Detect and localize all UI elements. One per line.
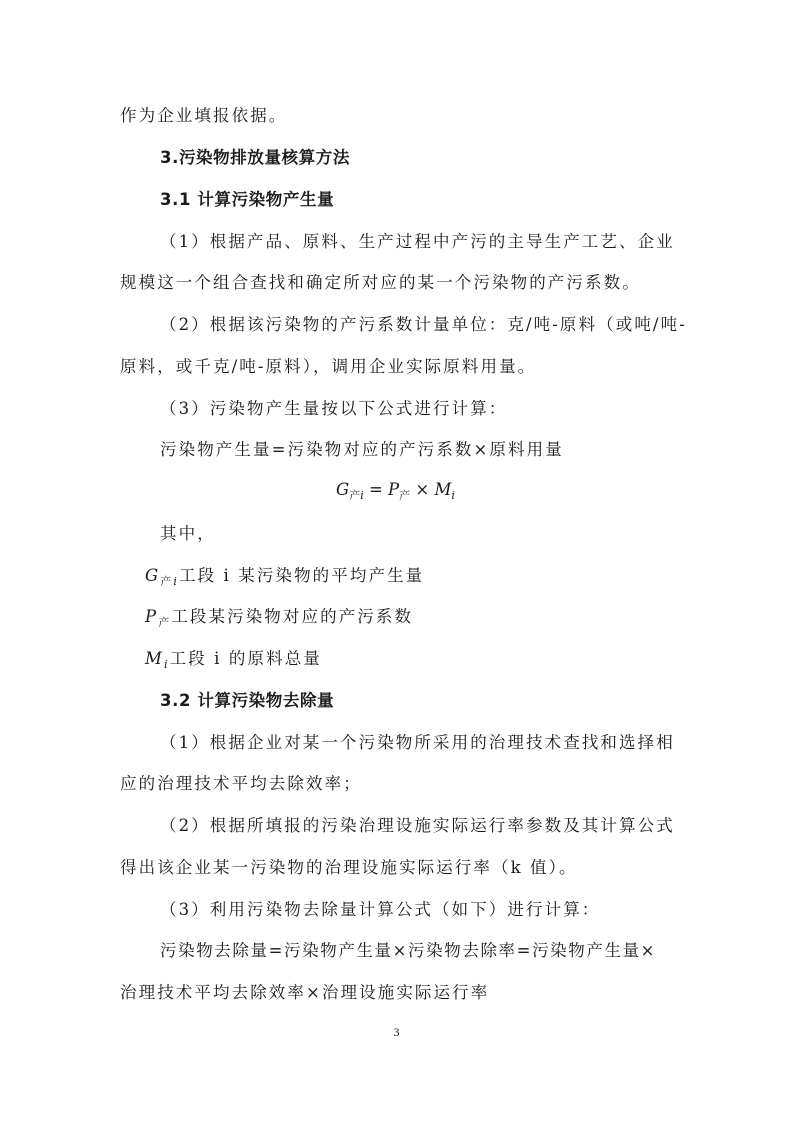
def-text: 工段 i 的原料总量 xyxy=(169,649,322,668)
subsection-heading: 3.1 计算污染物产生量 xyxy=(160,190,335,209)
formula-sub-chan: 产 xyxy=(399,489,411,502)
definition-M xyxy=(145,647,322,677)
def-text: 工段某污染物对应的产污系数 xyxy=(171,607,414,626)
text-line: 规模这一个组合查找和确定所对应的某一个污染物的产污系数。 xyxy=(120,273,641,292)
formula-G: G xyxy=(336,480,350,499)
subsection-heading: 3.2 计算污染物去除量 xyxy=(160,691,335,710)
text-line: 应的治理技术平均去除效率； xyxy=(120,774,362,793)
def-sub-i: i xyxy=(164,658,170,671)
equation-text: 污染物产生量=污染物对应的产污系数×原料用量 xyxy=(160,440,564,459)
text-line: （1）根据企业对某一个污染物所采用的治理技术查找和选择相 xyxy=(160,733,675,752)
formula-sub-chan: 产 xyxy=(349,489,361,502)
text-line: 其中， xyxy=(160,524,216,543)
text-line: （1）根据产品、原料、生产过程中产污的主导生产工艺、企业 xyxy=(160,232,675,251)
formula-sub-i: i xyxy=(360,489,364,502)
text-line: 治理技术平均去除效率×治理设施实际运行率 xyxy=(120,983,490,1002)
def-sub-i: i xyxy=(173,575,180,588)
text-line: （3）污染物产生量按以下公式进行计算： xyxy=(160,399,508,418)
text-line: 得出该企业某一污染物的治理设施实际运行率（k 值）。 xyxy=(120,858,578,877)
section-heading: 3.污染物排放量核算方法 xyxy=(160,148,350,167)
text-line: （2）根据所填报的污染治理设施实际运行率参数及其计算公式 xyxy=(160,816,675,835)
formula xyxy=(336,480,455,503)
page-number: 3 xyxy=(393,1025,400,1039)
formula-times: × xyxy=(410,480,435,499)
text-line: （2）根据该污染物的产污系数计量单位：克/吨-原料（或吨/吨- xyxy=(160,315,687,334)
text-line: （3）利用污染物去除量计算公式（如下）进行计算： xyxy=(160,900,601,919)
text-line: 作为企业填报依据。 xyxy=(120,106,288,125)
def-sub-chan: 产 xyxy=(160,575,174,588)
text-line: 原料，或千克/吨-原料），调用企业实际原料用量。 xyxy=(120,357,537,376)
formula-P: P xyxy=(388,480,400,499)
definition-P xyxy=(145,605,413,635)
def-symbol-P: P xyxy=(145,607,159,626)
definition-G xyxy=(145,564,424,594)
def-text: 工段 i 某污染物的平均产生量 xyxy=(179,566,425,585)
formula-sub-i: i xyxy=(451,489,455,502)
text-line: 污染物去除量=污染物产生量×污染物去除率=污染物产生量× xyxy=(160,941,657,960)
def-symbol-M: M xyxy=(145,649,164,668)
formula-equals: = xyxy=(363,480,389,499)
formula-M: M xyxy=(434,480,452,499)
def-symbol-G: G xyxy=(145,566,161,585)
def-sub-chan: 产 xyxy=(158,616,172,629)
